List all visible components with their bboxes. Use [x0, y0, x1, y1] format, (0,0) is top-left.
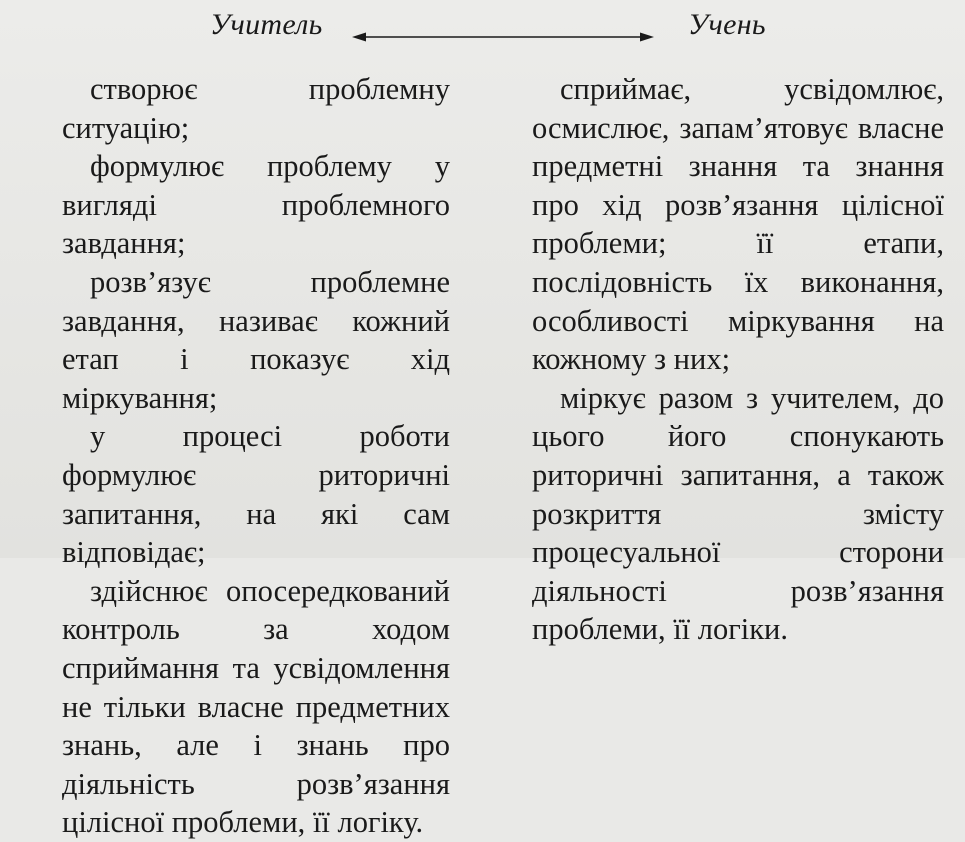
- teacher-heading: Учитель: [210, 8, 323, 41]
- teacher-column: [62, 70, 450, 842]
- student-heading: Учень: [688, 8, 766, 41]
- student-item: міркує разом з учителем, до цього його спонукають риторичні запитання, а також розкриття змісту процесуальної сторони діяльності розв’язання проблеми, її логіки.: [532, 380, 944, 647]
- double-arrow-icon: [352, 31, 654, 43]
- student-column: [532, 70, 944, 649]
- teacher-item: створює проблемну ситуацію;: [62, 72, 450, 145]
- teacher-item: розв’язує проблемне завдання, називає кожний етап і показує хід міркування;: [62, 264, 450, 415]
- student-item: сприймає, усвідомлює, осмислює, запам’ятовує власне предметні знання та знання про хід розв’язання цілісної проблеми; її етапи, послідовність їх виконання, особливості міркування на кожному з них;: [532, 72, 944, 377]
- teacher-item: формулює проблему у вигляді проблемного завдання;: [62, 149, 450, 261]
- teacher-item: у процесі роботи формулює риторичні запитання, на які сам відповідає;: [62, 419, 450, 570]
- teacher-item: здійснює опосередкований контроль за ходом сприймання та усвідомлення не тільки власне предметних знань, але і знань про діяльність розв’язання цілісної проблеми, її логіку.: [62, 573, 450, 840]
